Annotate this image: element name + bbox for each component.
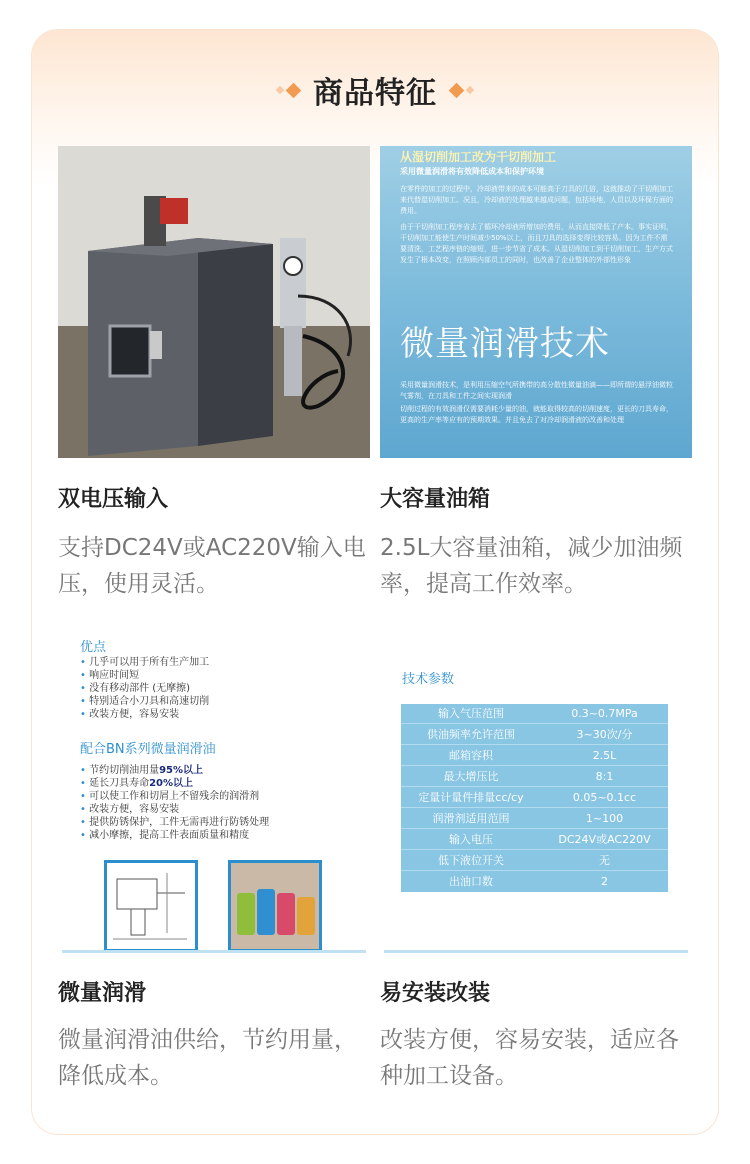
panel-paragraph-4: 切削过程的有效润滑仅需要消耗少量的油，就能取得较高的切削速度，更长的刀具寿命，更高的生产率等应有的预期效果。并且免去了对冷却润滑液的改善和处理 (400, 405, 673, 424)
list-item: • 减小摩擦，提高工件表面质量和精度 (80, 829, 269, 842)
feature-label-easy-install: 易安装改装 (380, 981, 491, 1006)
advantages-panel (58, 628, 370, 954)
list-text: 延长刀具寿命 (89, 778, 150, 789)
spec-row (401, 851, 668, 871)
tech-intro-panel (380, 146, 692, 458)
desc-line: 压，使用灵活。 (58, 571, 219, 597)
spec-key: 润滑剂适用范围 (432, 812, 510, 825)
desc-line: 支持DC24V或AC220V输入电 (58, 535, 366, 561)
feature-desc-micro-lube (58, 1022, 357, 1094)
desc-line: 率，提高工作效率。 (380, 571, 587, 597)
list-item: • 提供防锈保护，工件无需再进行防锈处理 (80, 816, 269, 829)
mql-device-illustration (58, 146, 370, 458)
spec-row (401, 746, 668, 766)
left-diamond-icon (277, 85, 299, 96)
list-text: 节约切削油用量 (89, 765, 160, 776)
bn-oil-list (80, 764, 269, 842)
desc-line: 2.5L大容量油箱，减少加油频 (380, 535, 683, 561)
panel-subheading: 采用微量润滑将有效降低成本和保护环境 (400, 167, 544, 176)
feature-label-dual-voltage: 双电压输入 (58, 487, 169, 512)
list-item: • 特别适合小刀具和高速切削 (80, 695, 209, 708)
panel-big-title: 微量润滑技术 (400, 324, 610, 364)
schematic-diagram-image (104, 860, 198, 952)
spec-heading: 技术参数 (402, 672, 455, 687)
spec-row (401, 725, 668, 745)
list-item: • 改装方便，容易安装 (80, 803, 269, 816)
spec-value: 8:1 (595, 770, 614, 783)
spec-value: 2.5L (592, 749, 617, 762)
list-item (80, 777, 269, 790)
desc-line: 微量润滑油供给，节约用量， (58, 1027, 357, 1053)
right-diamond-icon (451, 85, 473, 96)
desc-line: 种加工设备。 (380, 1063, 518, 1089)
spec-value: 0.05~0.1cc (572, 791, 637, 804)
list-highlight: 20%以上 (149, 778, 194, 789)
list-item: • 响应时间短 (80, 669, 209, 682)
spec-key: 输入电压 (449, 833, 493, 846)
feature-label-micro-lube: 微量润滑 (58, 981, 147, 1006)
panel-paragraph-1: 在零件的加工的过程中，冷却液带来的成本可能高于刀具的几倍，这就推动了干切削加工来代替湿切削加工。况且，冷却液的处理越来越成问题，包括场地，人员以及环保方面的费用。 (400, 185, 673, 215)
list-item: • 改装方便，容易安装 (80, 708, 209, 721)
spec-value: 3~30次/分 (576, 728, 633, 741)
spec-value: 0.3~0.7MPa (571, 707, 638, 720)
lubricant-bottles-image (228, 860, 322, 952)
spec-row (401, 788, 668, 808)
spec-key: 定量计量件排量cc/cy (418, 791, 524, 804)
spec-row (401, 830, 668, 850)
section-title: 商品特征 (313, 76, 437, 111)
feature-desc-large-tank (380, 530, 682, 602)
spec-row (401, 767, 668, 787)
list-item: • 几乎可以用于所有生产加工 (80, 656, 209, 669)
panel-paragraph-3: 采用微量润滑技术，是利用压缩空气所携带的高分散性微量油滴——即所谓的悬浮油微粒气雾剂，在刀具和工件之间实现润滑 (400, 381, 673, 400)
panel-bottom-bar (384, 950, 688, 953)
spec-value: 无 (599, 854, 610, 867)
spec-value: 1~100 (585, 812, 624, 825)
spec-key: 低下液位开关 (438, 854, 504, 867)
spec-value: 2 (601, 875, 608, 888)
spec-row (401, 809, 668, 829)
spec-key: 最大增压比 (443, 770, 499, 783)
spec-row (401, 872, 668, 892)
product-photo (58, 146, 370, 458)
spec-value: DC24V或AC220V (558, 833, 651, 846)
feature-label-large-tank: 大容量油箱 (380, 487, 491, 512)
list-item (80, 764, 269, 777)
panel-bottom-bar (62, 950, 366, 953)
list-item: • 没有移动部件 (无摩擦) (80, 682, 209, 695)
advantages-list (80, 656, 209, 721)
advantages-heading: 优点 (80, 640, 107, 655)
spec-row (401, 704, 668, 724)
spec-key: 出油口数 (449, 875, 493, 888)
feature-desc-easy-install (380, 1022, 679, 1094)
desc-line: 改装方便，容易安装，适应各 (380, 1027, 679, 1053)
desc-line: 降低成本。 (58, 1063, 173, 1089)
list-item: • 可以使工作和切屑上不留残余的润滑剂 (80, 790, 269, 803)
spec-key: 供油频率允许范围 (427, 728, 515, 741)
list-highlight: 95%以上 (159, 765, 204, 776)
spec-key: 邮箱容积 (449, 749, 493, 762)
feature-desc-dual-voltage (58, 530, 366, 602)
spec-key: 输入气压范围 (438, 707, 504, 720)
bn-oil-heading: 配合BN系列微量润滑油 (80, 742, 216, 757)
panel-heading: 从湿切削加工改为干切削加工 (400, 150, 557, 164)
panel-paragraph-2: 由于干切削加工程序省去了循环冷却液所增加的费用，从而直接降低了产本。事实证明，干切削加工能使生产时间减少50%以上，而且刀具的选择变得比较容易。因为工件不需要清洗，工艺程序链的缩短，进一步节省了成本。从湿切削加工到干切削加工，生产方式发生了根本改变，在照顾内部员工的同时，也改善了企业整体的外部性形象 (400, 223, 673, 264)
section-header (0, 68, 750, 112)
